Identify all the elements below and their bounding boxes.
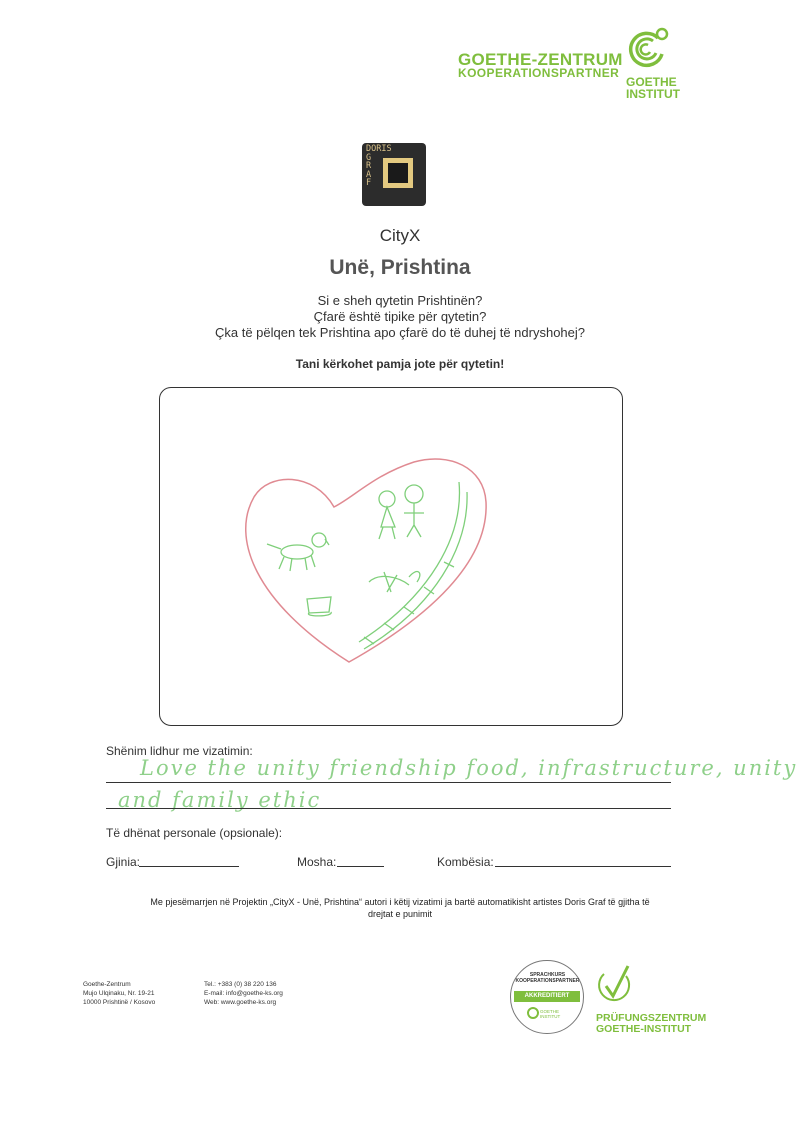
logo-letter-a: A [366,169,372,180]
gender-field[interactable] [139,866,239,867]
nationality-field[interactable] [495,866,671,867]
age-label: Mosha: [297,855,337,869]
badge-band-label: AKKREDITIERT [514,991,580,1002]
project-title: Unë, Prishtina [329,256,471,279]
logo-letter-g: G [366,152,372,163]
pz-line1: PRÜFUNGSZENTRUM [596,1012,707,1024]
badge-top-line2: KOOPERATIONSPARTNER [515,978,580,984]
pz-line2: GOETHE-INSTITUT [596,1023,692,1035]
personal-data-label: Të dhënat personale (opsionale): [106,826,283,840]
goethe-institut-logo-icon [622,24,674,72]
address-line3: 10000 Prishtinë / Kosovo [83,999,156,1006]
disclaimer-line2: drejtat e punimit [367,909,433,919]
pruefungszentrum-label [596,1013,706,1035]
goethe-institut-line2: INSTITUT [626,87,680,101]
note-handwritten-line2: and family ethic [118,788,322,812]
logo-letter-f: F [366,178,372,188]
age-field[interactable] [337,866,384,867]
footer-contact [204,980,283,1007]
checkmark-circle-icon [596,962,634,1008]
heart-drawing-icon [159,387,623,727]
contact-email: E-mail: info@goethe-ks.org [204,990,283,997]
question-3: Çka të pëlqen tek Prishtina apo çfarë do të duhej të ndryshohej? [214,325,586,340]
disclaimer-line1: Me pjesëmarrjen në Projektin „CityX - Unë, Prishtina“ autori i këtij vizatimi ja bartë automatikisht artistes Doris Graf të gjitha të [150,897,650,907]
copyright-disclaimer [100,896,700,920]
kooperationspartner-label: KOOPERATIONSPARTNER [458,66,620,80]
nationality-label: Kombësia: [437,855,494,869]
note-line-2[interactable] [106,808,671,809]
badge-top-text [510,972,585,984]
gender-label: Gjinia: [106,855,141,869]
footer-address [83,980,155,1007]
badge-goethe-icon [526,1006,540,1020]
project-name: CityX [379,226,421,245]
badge-bottom-line1: GOETHE [540,1009,560,1014]
logo-letter-r: R [366,161,372,171]
contact-web: Web: www.goethe-ks.org [204,999,277,1006]
badge-bottom-line2: INSTITUT [540,1014,561,1019]
goethe-institut-line1: GOETHE [626,75,677,89]
question-2: Çfarë është tipike për qytetin? [313,309,487,324]
address-line1: Goethe-Zentrum [83,981,131,988]
goethe-institut-label [626,76,680,100]
note-line-1[interactable] [106,782,671,783]
contact-phone: Tel.: +383 (0) 38 220 136 [204,981,277,988]
question-1: Si e sheh qytetin Prishtinën? [317,293,483,308]
goethe-zentrum-title: GOETHE-ZENTRUM [458,50,623,69]
call-to-action: Tani kërkohet pamja jote për qytetin! [295,357,505,371]
note-handwritten-line1: Love the unity friendship food, infrastructure, unity [140,756,798,780]
logo-letters-doris: DORIS [366,144,392,154]
address-line2: Mujo Ulqinaku, Nr. 19-21 [83,990,155,997]
badge-top-line1: SPRACHKURS [529,972,566,978]
note-label: Shënim lidhur me vizatimin: [106,744,253,758]
doris-graf-square-icon [383,158,413,188]
badge-bottom-text [540,1009,560,1019]
